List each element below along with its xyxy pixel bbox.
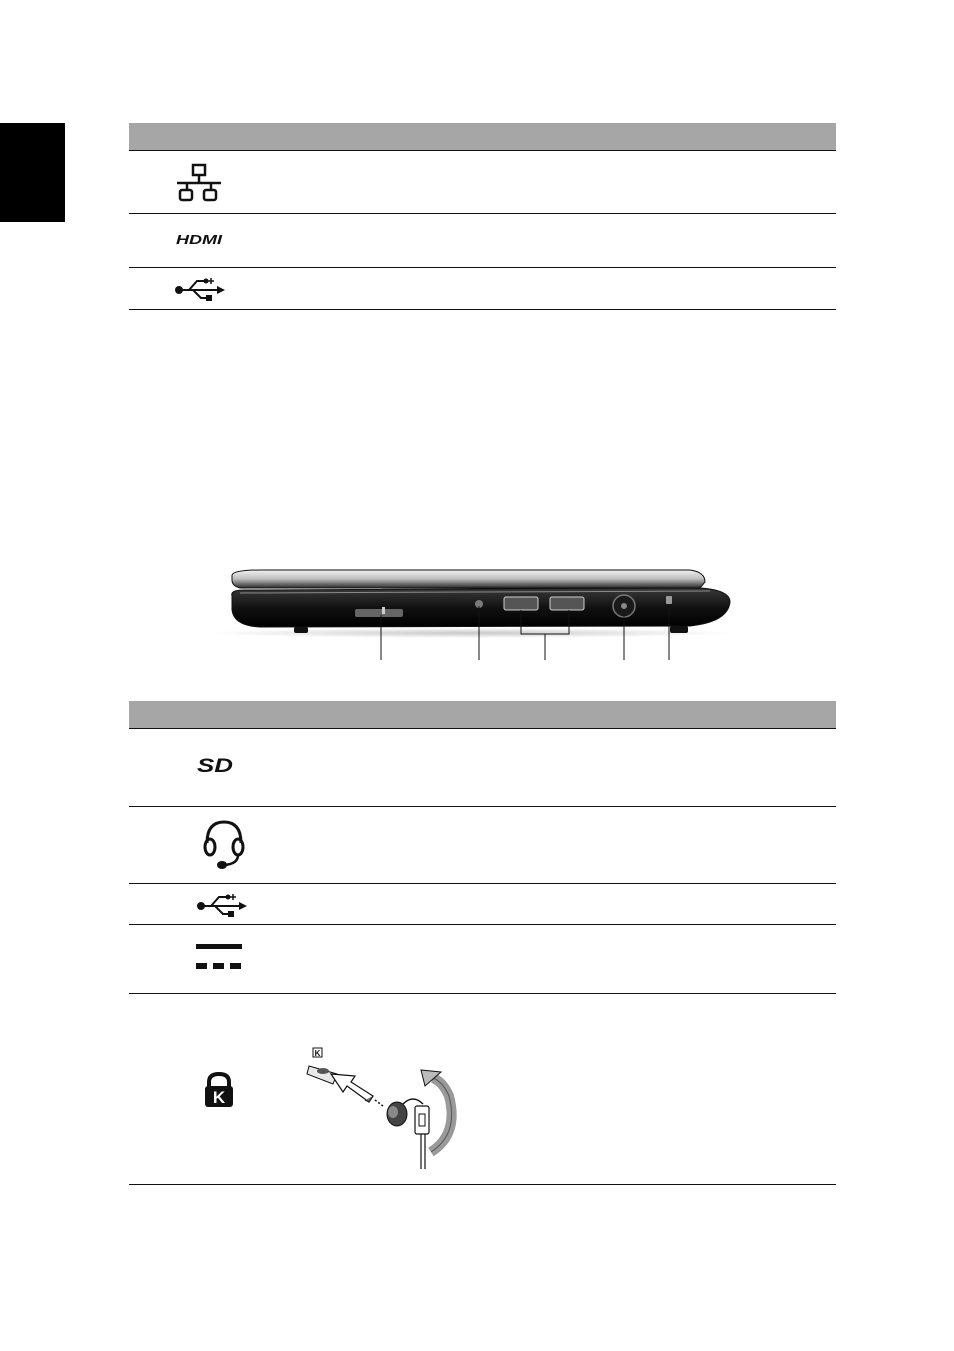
usb-icon <box>195 892 249 918</box>
table-row <box>129 729 836 807</box>
table-row <box>129 214 836 268</box>
laptop-right-side-view <box>200 560 760 670</box>
kensington-lock-icon-text: K <box>212 1088 226 1107</box>
table-row <box>129 925 836 994</box>
table-header <box>129 123 836 151</box>
top-ports-table <box>129 123 836 310</box>
table-row <box>129 151 836 214</box>
hdmi-icon-text: HDMI <box>176 232 223 247</box>
usb-icon <box>173 276 227 302</box>
kensington-lock-icon <box>202 1071 236 1109</box>
table-row <box>129 807 836 884</box>
kensington-lock-illustration <box>303 1044 471 1169</box>
table-row <box>129 994 836 1185</box>
side-ports-table <box>129 701 836 1185</box>
ethernet-network-icon <box>175 163 223 203</box>
table-row <box>129 268 836 310</box>
hdmi-icon <box>175 232 225 248</box>
dc-in-icon <box>194 942 244 972</box>
headset-icon <box>202 819 246 871</box>
table-row <box>129 884 836 925</box>
language-side-tab <box>0 123 65 222</box>
sd-card-icon-text: SD <box>197 756 234 777</box>
sd-card-icon <box>195 755 239 777</box>
table-header <box>129 701 836 729</box>
svg-text:K: K <box>314 1049 321 1058</box>
